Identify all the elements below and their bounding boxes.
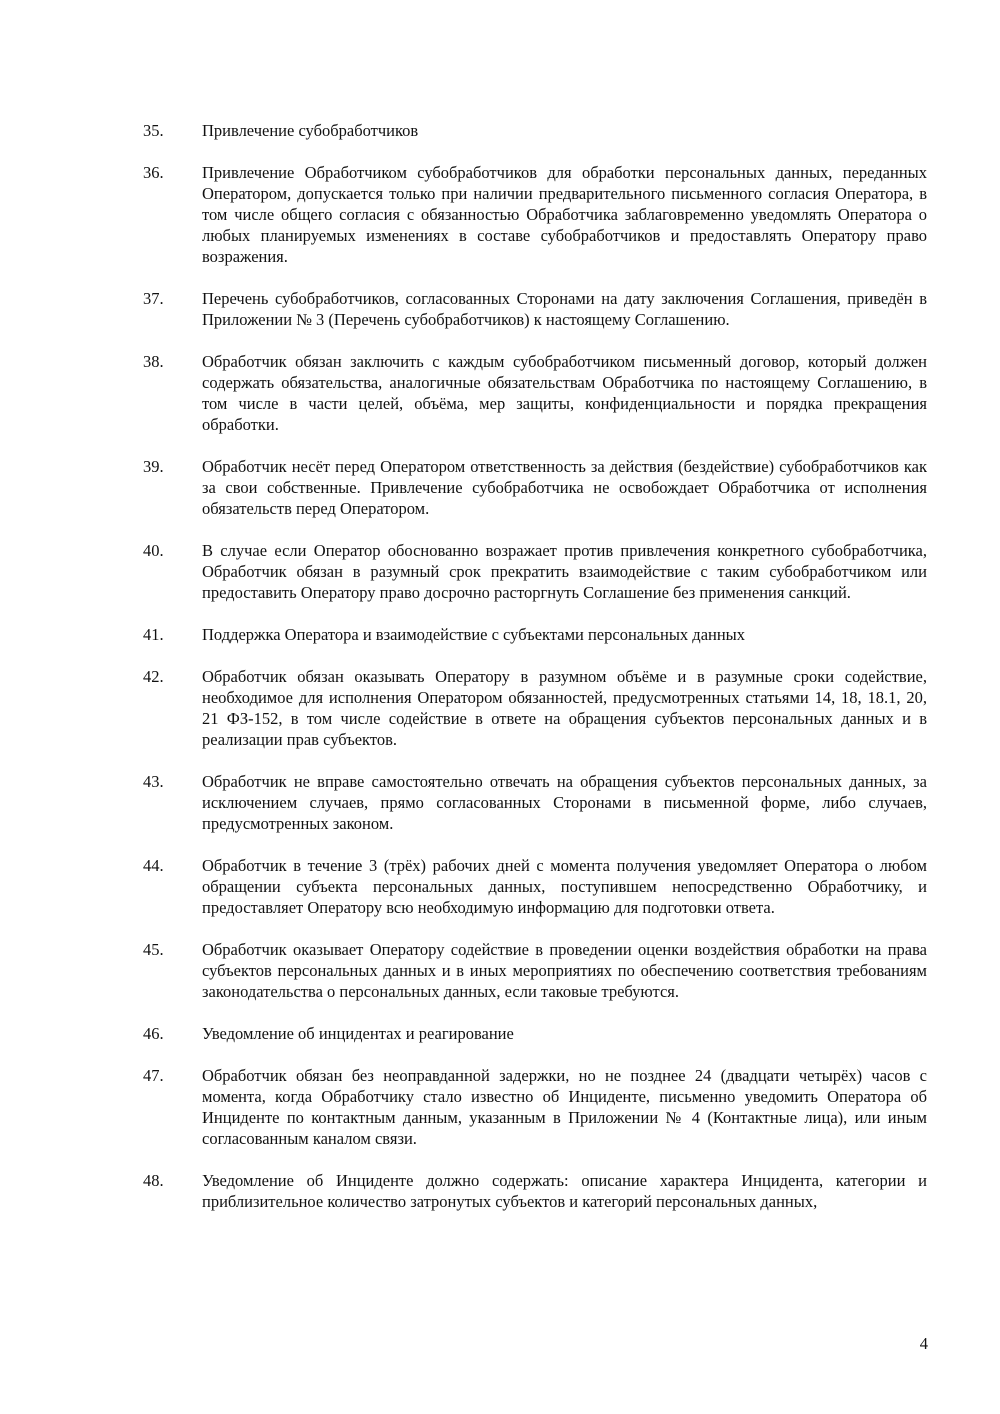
clause-number: 47. [143,1066,164,1085]
clause-item [143,120,927,141]
clause-text: Обработчик обязан оказывать Оператору в разумном объёме и в разумные сроки содействие, необходимое для исполнения Оператором обязанностей, предусмотренных статьями 14, 18, 18.1, 20, 21 ФЗ-152, в том числе содействие в ответе на обращения субъектов персональных данных и в реализации прав субъектов. [202,667,927,749]
clause-item [143,1170,927,1212]
clause-item [143,288,927,330]
clause-number: 38. [143,352,164,371]
clause-number: 46. [143,1024,164,1043]
section-heading: Поддержка Оператора и взаимодействие с субъектами персональных данных [202,625,746,644]
clause-number: 42. [143,667,164,686]
clause-number: 43. [143,772,164,791]
clause-number: 48. [143,1171,164,1190]
clause-item [143,771,927,834]
clause-text: Обработчик обязан заключить с каждым субобработчиком письменный договор, который должен содержать обязательства, аналогичные обязательствам Обработчика по настоящему Соглашению, в том числе в части целей, объёма, мер защиты, конфиденциальности и порядка прекращения обработки. [202,352,927,434]
clause-number: 39. [143,457,164,476]
clause-text: В случае если Оператор обоснованно возражает против привлечения конкретного субобработчика, Обработчик обязан в разумный срок прекратить взаимодействие с таким субобработчиком или предоставить Оператору право досрочно расторгнуть Соглашение без применения санкций. [202,541,927,602]
clause-number: 36. [143,163,164,182]
clause-number: 41. [143,625,164,644]
section-heading: Привлечение субобработчиков [202,121,419,140]
clause-item [143,666,927,750]
clause-number: 35. [143,121,164,140]
clause-number: 45. [143,940,164,959]
clause-text: Обработчик обязан без неоправданной задержки, но не позднее 24 (двадцати четырёх) часов с момента, когда Обработчику стало известно об Инциденте, письменно уведомить Оператора об Инциденте по контактным данным, указанным в Приложении № 4 (Контактные лица), или иным согласованным каналом связи. [202,1066,927,1148]
clause-text: Обработчик оказывает Оператору содействие в проведении оценки воздействия обработки на права субъектов персональных данных и в иных мероприятиях по обеспечению соответствия требованиям законодательства о персональных данных, если таковые требуются. [202,940,927,1001]
clause-text: Обработчик в течение 3 (трёх) рабочих дней с момента получения уведомляет Оператора о любом обращении субъекта персональных данных, поступившем непосредственно Обработчику, и предоставляет Оператору всю необходимую информацию для подготовки ответа. [202,856,927,917]
clause-item [143,162,927,267]
clause-text: Привлечение Обработчиком субобработчиков для обработки персональных данных, переданных Оператором, допускается только при наличии предварительного письменного согласия Оператора, в том числе общего согласия с обязанностью Обработчика заблаговременно уведомлять Оператора о любых планируемых изменениях в составе субобработчиков и предоставлять Оператору право возражения. [202,163,927,266]
clause-item [143,456,927,519]
clause-item [143,1065,927,1149]
clause-item [143,855,927,918]
clause-number: 40. [143,541,164,560]
clause-item [143,351,927,435]
clause-number: 37. [143,289,164,308]
clause-number: 44. [143,856,164,875]
clause-text: Уведомление об Инциденте должно содержать: описание характера Инцидента, категории и приблизительное количество затронутых субъектов и категорий персональных данных, [202,1171,927,1211]
clause-item [143,624,927,645]
clause-text: Обработчик не вправе самостоятельно отвечать на обращения субъектов персональных данных, за исключением случаев, прямо согласованных Сторонами в письменной форме, либо случаев, предусмотренных законом. [202,772,927,833]
page-number: 4 [919,1334,928,1353]
clause-text: Обработчик несёт перед Оператором ответственность за действия (бездействие) субобработчиков как за свои собственные. Привлечение субобработчика не освобождает Обработчика от исполнения обязательств перед Оператором. [202,457,927,518]
clause-item [143,939,927,1002]
clause-list [143,120,927,1233]
clause-item [143,1023,927,1044]
section-heading: Уведомление об инцидентах и реагирование [202,1024,514,1043]
clause-item [143,540,927,603]
clause-text: Перечень субобработчиков, согласованных Сторонами на дату заключения Соглашения, приведён в Приложении № 3 (Перечень субобработчиков) к настоящему Соглашению. [202,289,927,329]
